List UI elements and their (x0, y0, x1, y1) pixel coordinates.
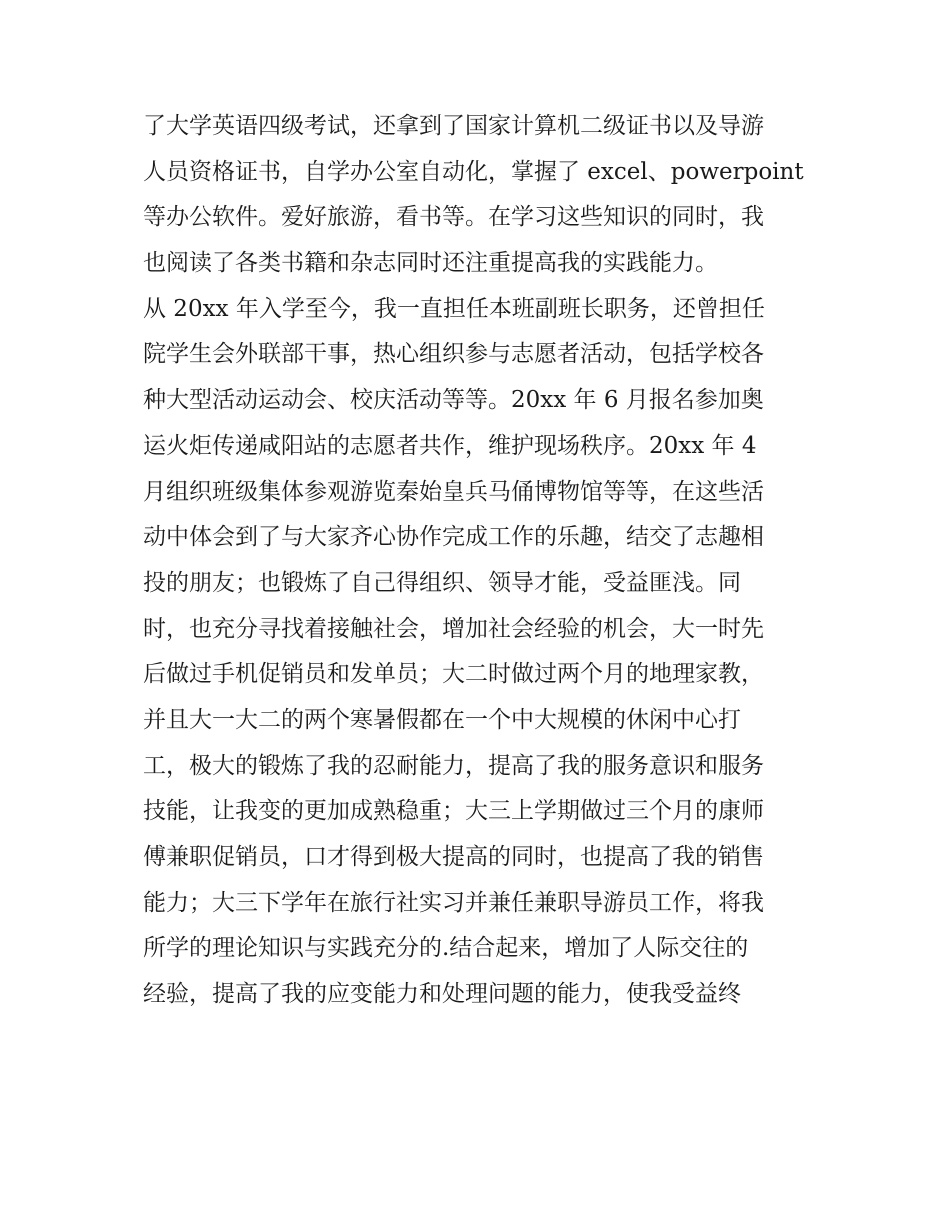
text-line: 人员资格证书，自学办公室自动化，掌握了 excel、powerpoint (143, 158, 804, 185)
text-line: 能力；大三下学年在旅行社实习并兼任兼职导游员工作，将我 (143, 889, 764, 916)
body-text (143, 104, 823, 1018)
text-line: 工，极大的锻炼了我的忍耐能力，提高了我的服务意识和服务 (143, 752, 764, 779)
text-line: 从 20xx 年入学至今，我一直担任本班副班长职务，还曾担任 (143, 295, 765, 322)
text-line: 运火炬传递咸阳站的志愿者共作，维护现场秩序。20xx 年 4 (143, 432, 757, 459)
text-line: 动中体会到了与大家齐心协作完成工作的乐趣，结交了志趣相 (143, 524, 764, 551)
text-line: 并且大一大二的两个寒暑假都在一个中大规模的休闲中心打 (143, 706, 741, 733)
text-line: 傅兼职促销员，口才得到极大提高的同时，也提高了我的销售 (143, 844, 764, 870)
text-line: 技能，让我变的更加成熟稳重；大三上学期做过三个月的康师 (143, 798, 764, 825)
text-line: 等办公软件。爱好旅游，看书等。在学习这些知识的同时，我 (143, 204, 764, 231)
text-line: 了大学英语四级考试，还拿到了国家计算机二级证书以及导游 (143, 113, 764, 139)
text-line: 月组织班级集体参观游览秦始皇兵马俑博物馆等等，在这些活 (143, 478, 764, 505)
text-line: 后做过手机促销员和发单员；大二时做过两个月的地理家教， (143, 661, 764, 688)
text-line: 也阅读了各类书籍和杂志同时还注重提高我的实践能力。 (143, 250, 718, 277)
text-line: 经验，提高了我的应变能力和处理问题的能力，使我受益终 (143, 981, 741, 1008)
text-line: 时，也充分寻找着接触社会，增加社会经验的机会，大一时先 (143, 615, 764, 642)
text-line: 种大型活动运动会、校庆活动等等。20xx 年 6 月报名参加奥 (143, 387, 764, 414)
text-line: 所学的理论知识与实践充分的.结合起来，增加了人际交往的 (143, 935, 749, 962)
text-line: 投的朋友；也锻炼了自己得组织、领导才能，受益匪浅。同 (143, 569, 741, 596)
text-line: 院学生会外联部干事，热心组织参与志愿者活动，包括学校各 (143, 341, 764, 368)
